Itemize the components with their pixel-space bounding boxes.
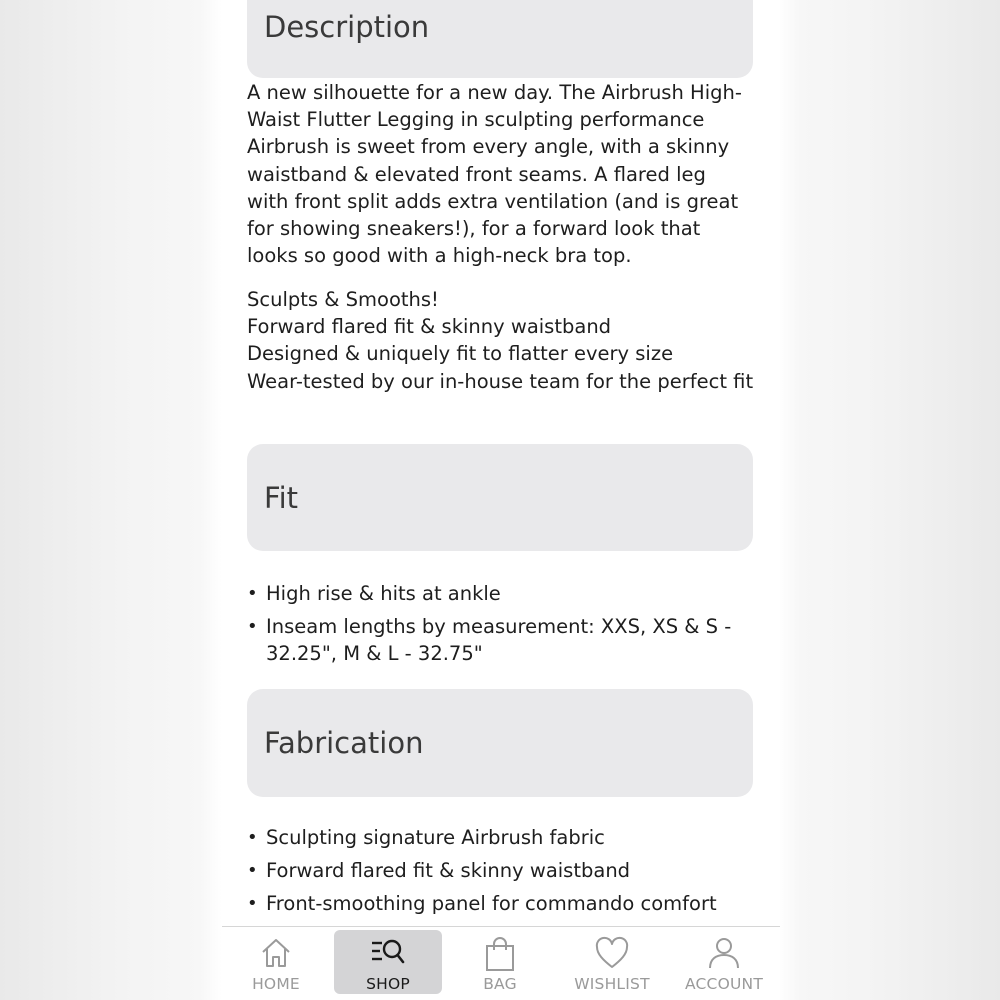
fit-bullet-text: High rise & hits at ankle [266,582,501,605]
feature-line: Forward flared fit & skinny waistband [247,315,612,339]
person-icon [707,936,741,970]
tab-account[interactable] [670,930,778,994]
bullet-icon: • [247,860,258,881]
shop-search-icon [369,936,407,970]
feature-line: Sculpts & Smooths! [247,288,439,311]
tab-wishlist[interactable] [558,930,666,994]
list-item [247,857,753,884]
product-details-screen[interactable] [222,0,780,1000]
list-item [247,613,753,667]
bag-icon [483,936,517,972]
bullet-icon: • [247,893,258,914]
list-item [247,824,753,851]
fabrication-bullet-list [247,824,753,923]
tab-shop-label: SHOP [366,975,410,993]
fabrication-header-title: Fabrication [264,726,424,760]
tab-shop[interactable] [334,930,442,994]
feature-line: Designed & uniquely fit to flatter every size [247,342,674,366]
list-item [247,580,753,607]
fabrication-bullet-text: Sculpting signature Airbrush fabric [266,826,605,849]
tab-bag-label: BAG [483,975,517,993]
description-header-title: Description [264,10,430,44]
heart-icon [594,936,630,970]
bullet-icon: • [247,583,258,604]
fabrication-section-header[interactable] [247,689,753,797]
description-feature-list [247,286,753,395]
fabrication-bullet-text: Forward flared fit & skinny waistband [266,859,631,882]
bullet-icon: • [247,616,258,637]
fit-bullet-text: Inseam lengths by measurement: XXS, XS & S - 32.25", M & L - 32.75" [266,615,732,665]
tab-home[interactable] [222,930,330,994]
tab-wishlist-label: WISHLIST [574,975,650,993]
list-item [247,890,753,917]
bullet-icon: • [247,827,258,848]
fabrication-bullet-text: Front-smoothing panel for commando comfort [266,892,717,915]
home-icon [259,936,293,970]
tab-home-label: HOME [252,975,300,993]
description-section-header[interactable] [247,0,753,78]
bottom-tab-bar [222,926,780,1000]
description-paragraph: A new silhouette for a new day. The Airbrush High-Waist Flutter Legging in sculpting performance Airbrush is sweet from every angle, with a skinny waistband & elevated front seams. A flared leg with front split adds extra ventilation (and is great for showing sneakers!), for a forward look that looks so good with a high-neck bra top. [247,81,742,268]
tab-account-label: ACCOUNT [685,975,763,993]
feature-line: Wear-tested by our in-house team for the perfect fit [247,369,754,393]
fit-header-title: Fit [264,480,298,515]
fit-bullet-list [247,580,753,673]
fit-section-header[interactable] [247,444,753,551]
tab-bag[interactable] [446,930,554,994]
